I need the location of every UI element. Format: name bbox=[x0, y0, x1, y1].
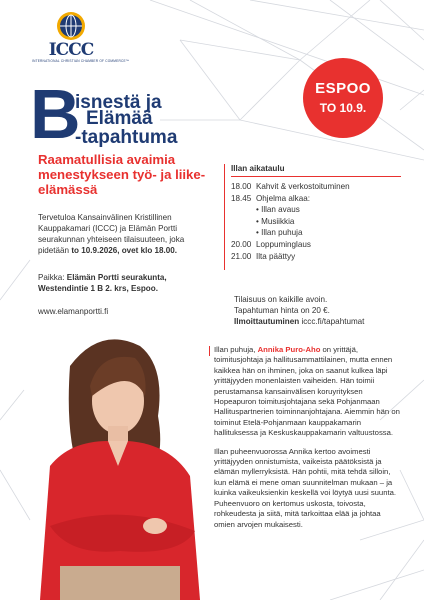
schedule-row bbox=[231, 239, 401, 251]
schedule-item: Loppuminglaus bbox=[256, 239, 311, 249]
iccc-logo bbox=[32, 10, 130, 64]
registration-open: Tilaisuus on kaikille avoin. bbox=[234, 295, 328, 304]
badge-date: TO 10.9. bbox=[319, 101, 367, 115]
schedule-subitem: • Illan puhuja bbox=[256, 228, 303, 238]
website-link[interactable]: www.elamanportti.fi bbox=[38, 307, 109, 316]
title-line-1: isnestä ja bbox=[75, 92, 162, 113]
schedule-item: Ohjelma alkaa: bbox=[256, 193, 310, 203]
schedule bbox=[231, 164, 401, 262]
speaker-bio bbox=[214, 345, 402, 538]
speaker-name: Annika Puro-Aho bbox=[257, 345, 321, 354]
location-date-badge bbox=[303, 58, 383, 138]
registration-price: Tapahtuman hinta on 20 €. bbox=[234, 306, 330, 315]
title-initial-letter: B bbox=[30, 75, 81, 153]
schedule-subitem: • Illan avaus bbox=[256, 205, 300, 215]
headline: Raamatullisia avaimia menestykseen työ- ja liike-elämässä bbox=[38, 152, 206, 197]
registration-label: Ilmoittautuminen bbox=[234, 317, 300, 326]
schedule-item: Ilta päättyy bbox=[256, 251, 296, 261]
intro-body: Tervetuloa Kansainvälinen Kristillinen Kauppakamari (ICCC) ja Elämän Portti seurakunnan yhteiseen tilaisuuteen, joka pidetään bbox=[38, 213, 185, 255]
globe-emblem-icon bbox=[55, 10, 87, 42]
venue-name: Elämän Portti seurakunta, bbox=[66, 273, 167, 282]
registration-info bbox=[234, 294, 404, 327]
registration-link[interactable]: iccc.fi/tapahtumat bbox=[299, 317, 365, 326]
schedule-accent-line bbox=[224, 164, 225, 270]
logo-wordmark: ICCC bbox=[48, 40, 94, 60]
schedule-time: 18.45 bbox=[231, 193, 252, 203]
venue-info bbox=[38, 272, 208, 294]
schedule-time: 20.00 bbox=[231, 239, 252, 249]
badge-city: ESPOO bbox=[315, 80, 371, 97]
bio-text: on yrittäjä, toimitusjohtaja ja hallitusammattilainen, mutta ennen kaikkea hän on ihminen, joka on saanut kulkea läpi yrittäjyyden monenlaisten vaiheiden. Hän toimii perustamansa kansainvälisen koruyrityksen Hopeapuron toimitusjohtajana sekä Pohjanmaan Hallituspartnerien toiminnanjohtajana. Aiemmin hän on toiminut Etelä-Pohjanmaan kauppakamarin hallituksessa ja Keskuskauppakamarin valtuustossa. bbox=[214, 345, 400, 438]
intro-date: to 10.9.2026, ovet klo 18.00. bbox=[71, 246, 178, 255]
venue-address: Westendintie 1 B 2. krs, Espoo. bbox=[38, 284, 158, 293]
title-line-2: Elämää bbox=[86, 108, 153, 129]
schedule-title: Illan aikataulu bbox=[231, 164, 401, 177]
schedule-row bbox=[231, 181, 401, 193]
title-line-3: -tapahtuma bbox=[75, 127, 178, 148]
schedule-time: 21.00 bbox=[231, 251, 252, 261]
venue-label: Paikka: bbox=[38, 273, 67, 282]
schedule-subitem: • Musiikkia bbox=[256, 216, 295, 226]
bio-paragraph bbox=[214, 345, 402, 439]
schedule-row bbox=[231, 251, 401, 263]
bio-paragraph: Illan puheenvuorossa Annika kertoo avoimesti yrittäjyyden onnistumista, vaikeista päätöksistä ja elämän myllerryksistä. Hän pohtii, mitä tehdä silloin, kun elämä ei mene oman suunnitelman mukaan – ja kuinka vaikeuksienkin keskellä voi löytyä uusi suunta. Puheenvuoro on kertomus uskosta, toivosta, rohkeudesta ja siitä, mitä tarkoittaa elää ja johtaa omien arvojen mukaisesti. bbox=[214, 446, 397, 529]
intro-text bbox=[38, 212, 208, 256]
schedule-item: Kahvit & verkostoituminen bbox=[256, 182, 350, 191]
bio-intro: Illan puhuja, bbox=[214, 345, 258, 354]
logo-organization-name: INTERNATIONAL CHRISTIAN CHAMBER OF COMMERCE™ bbox=[32, 59, 130, 63]
speaker-portrait bbox=[30, 326, 210, 600]
schedule-row bbox=[231, 193, 401, 205]
bio-accent-line bbox=[209, 346, 210, 356]
schedule-time: 18.00 bbox=[231, 182, 252, 191]
